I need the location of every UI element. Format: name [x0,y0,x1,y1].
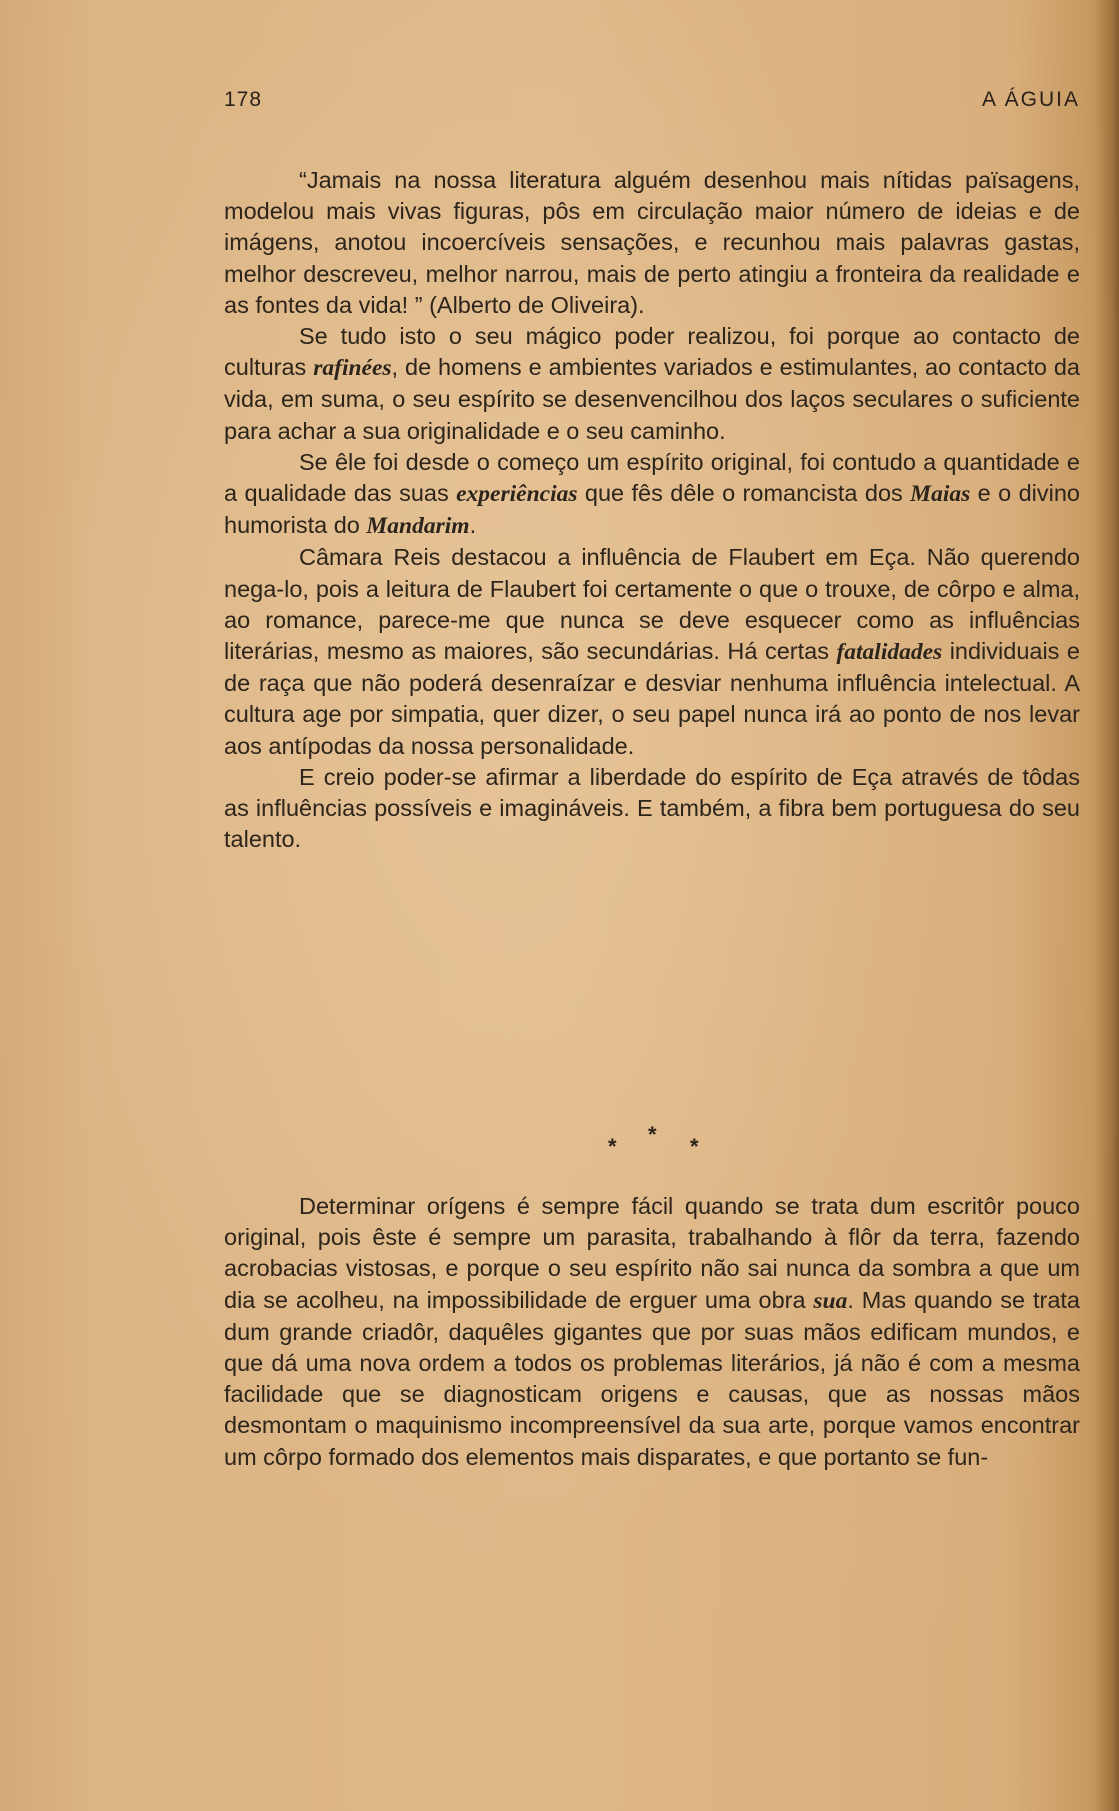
asterisk: * [690,1134,699,1159]
italic-term: fatalidades [836,639,943,666]
paragraph [224,762,1080,856]
body-text-top [224,165,1080,855]
text-run: Se êle foi desde o começo um espírito original, foi contudo a quantidade e a qualidade das suas [224,448,1080,507]
asterisk: * [608,1134,617,1159]
running-title: A ÁGUIA [981,88,1080,111]
text-run: . [469,512,477,539]
body-text-bottom [224,1191,1080,1473]
section-break-asterisks [590,1122,699,1162]
paragraph [224,447,1080,543]
text-run: , de homens e ambientes variados e estimulantes, ao contacto da vida, em suma, o seu espírito se desenvencilhou dos laços seculares o suficiente para achar a sua originalidade e o seu caminho. [224,354,1080,444]
text-run: Se tudo isto o seu mágico poder realizou, foi porque ao contacto de culturas [224,323,1080,381]
italic-term: sua [813,1287,848,1314]
italic-term: Mandarim [366,513,470,540]
page-edge-shadow [1095,0,1119,1811]
text-run: E creio poder-se afirmar a liberdade do espírito de Eça através de tôdas as influências possíveis e imagináveis. E também, a fibra bem portuguesa do seu talento. [224,763,1080,853]
text-run: “Jamais na nossa literatura alguém desenhou mais nítidas païsagens, modelou mais vivas figuras, pôs em circulação maior número de ideias e de imágens, anotou incoercíveis sensações, e recunhou mais palavras gastas, melhor descreveu, melhor narrou, mais de perto atingiu a fronteira da realidade e as fontes da vida! ” (Alberto de Oliveira). [224,167,1080,318]
page-header [224,88,1080,116]
paragraph [224,542,1080,761]
text-run: Câmara Reis destacou a influência de Flaubert em Eça. Não querendo nega-lo, pois a leitura de Flaubert foi certamente o que o trouxe, de côrpo e alma, ao romance, parece-me que nunca se deve esquecer como as influências literárias, mesmo as maiores, são secundárias. Há certas [224,544,1080,665]
asterisk: * [648,1122,657,1147]
italic-term: rafinées [313,355,392,382]
paragraph [224,321,1080,447]
page-number: 178 [224,88,263,111]
paragraph [224,165,1080,321]
italic-term: experiências [456,481,578,508]
paragraph [224,1191,1080,1473]
text-run: individuais e de raça que não poderá desenraízar e desviar nenhuma influência intelectual. A cultura age por simpatia, quer dizer, o seu papel nunca irá ao ponto de nos levar aos antípodas da nossa personalidade. [224,638,1080,759]
italic-term: Maias [910,481,971,508]
text-run: e o divino humorista do [224,480,1080,539]
text-run: Determinar orígens é sempre fácil quando se trata dum escritôr pouco original, pois êste é sempre um parasita, trabalhando à flôr da terra, fazendo acrobacias vistosas, e porque o seu espírito não sai nunca da sombra a que um dia se acolheu, na impossibilidade de erguer uma obra [224,1193,1080,1313]
text-run: . Mas quando se trata dum grande criadôr, daquêles gigantes que por suas mãos edificam mundos, e que dá uma nova ordem a todos os problemas literários, já não é com a mesma facilidade que se diagnosticam origens e causas, que as nossas mãos desmontam o maquinismo incompreensível da sua arte, porque vamos encontrar um côrpo formado dos elementos mais disparates, e que portanto se fun- [224,1286,1080,1470]
text-run: que fês dêle o romancista dos [577,480,911,507]
